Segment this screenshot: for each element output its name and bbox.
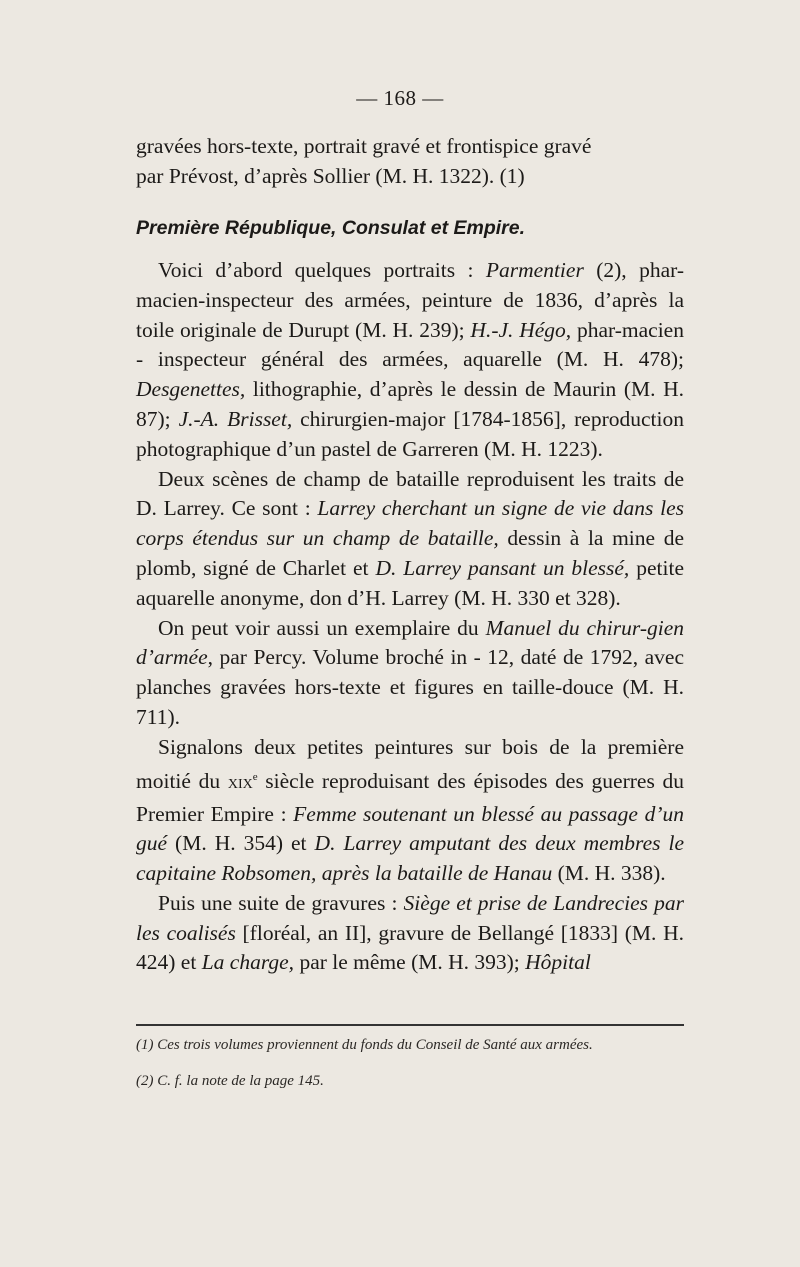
- paragraph-engravings: Puis une suite de gravures : Siège et prise de Landrecies par les coalisés [floréal, an II], gravure de Bellangé [1833] (M. H. 424) et La charge, par le même (M. H. 393); Hôpital: [136, 890, 684, 975]
- paragraph-battle-scenes: Deux scènes de champ de bataille reproduisent les traits de D. Larrey. Ce sont : Larrey cherchant un signe de vie dans les corps étendus sur un champ de bataille, dessin à la mine de plomb, signé de Charlet et D. Larrey pansant un blessé, petite aquarelle anonyme, don d’H. Larrey (M. H. 330 et 328).: [136, 466, 684, 610]
- footnote-1: (1) Ces trois volumes proviennent du fonds du Conseil de Santé aux armées.: [136, 1037, 593, 1053]
- intro-line-1: gravées hors-texte, portrait gravé et frontispice gravé: [136, 134, 592, 158]
- footnote-divider: [136, 1024, 684, 1026]
- intro-paragraph: [136, 132, 684, 192]
- paragraph-paintings: Signalons deux petites peintures sur bois de la première moitié du XIXe siècle reproduisant des épisodes des guerres du Premier Empire : Femme soutenant un blessé au passage d’un gué (M. H. 354) et D. Larrey amputant des deux membres le capitaine Robsomen, après la bataille de Hanau (M. H. 338).: [136, 734, 685, 886]
- paragraph-portraits: Voici d’abord quelques portraits : Parmentier (2), phar-macien-inspecteur des armées, peinture de 1836, d’après la toile originale de Durupt (M. H. 239); H.-J. Hégo, phar-macien - inspecteur général des armées, aquarelle (M. H. 478); Desgenettes, lithographie, d’après le dessin de Maurin (M. H. 87); J.-A. Brisset, chirurgien-major [1784-1856], reproduction photographique d’un pastel de Garreren (M. H. 1223).: [136, 258, 684, 461]
- paragraph-manuel: On peut voir aussi un exemplaire du Manuel du chirur-gien d’armée, par Percy. Volume broché in - 12, daté de 1792, avec planches gravées hors-texte et figures en taille-douce (M. H. 711).: [136, 615, 685, 729]
- footnotes: [136, 1034, 684, 1092]
- footnote-2: (2) C. f. la note de la page 145.: [136, 1073, 324, 1089]
- section-title: Première République, Consulat et Empire.: [136, 217, 526, 239]
- page-number: — 168 —: [356, 86, 444, 110]
- main-text: [136, 256, 684, 978]
- intro-line-2: par Prévost, d’après Sollier (M. H. 1322). (1): [136, 163, 525, 188]
